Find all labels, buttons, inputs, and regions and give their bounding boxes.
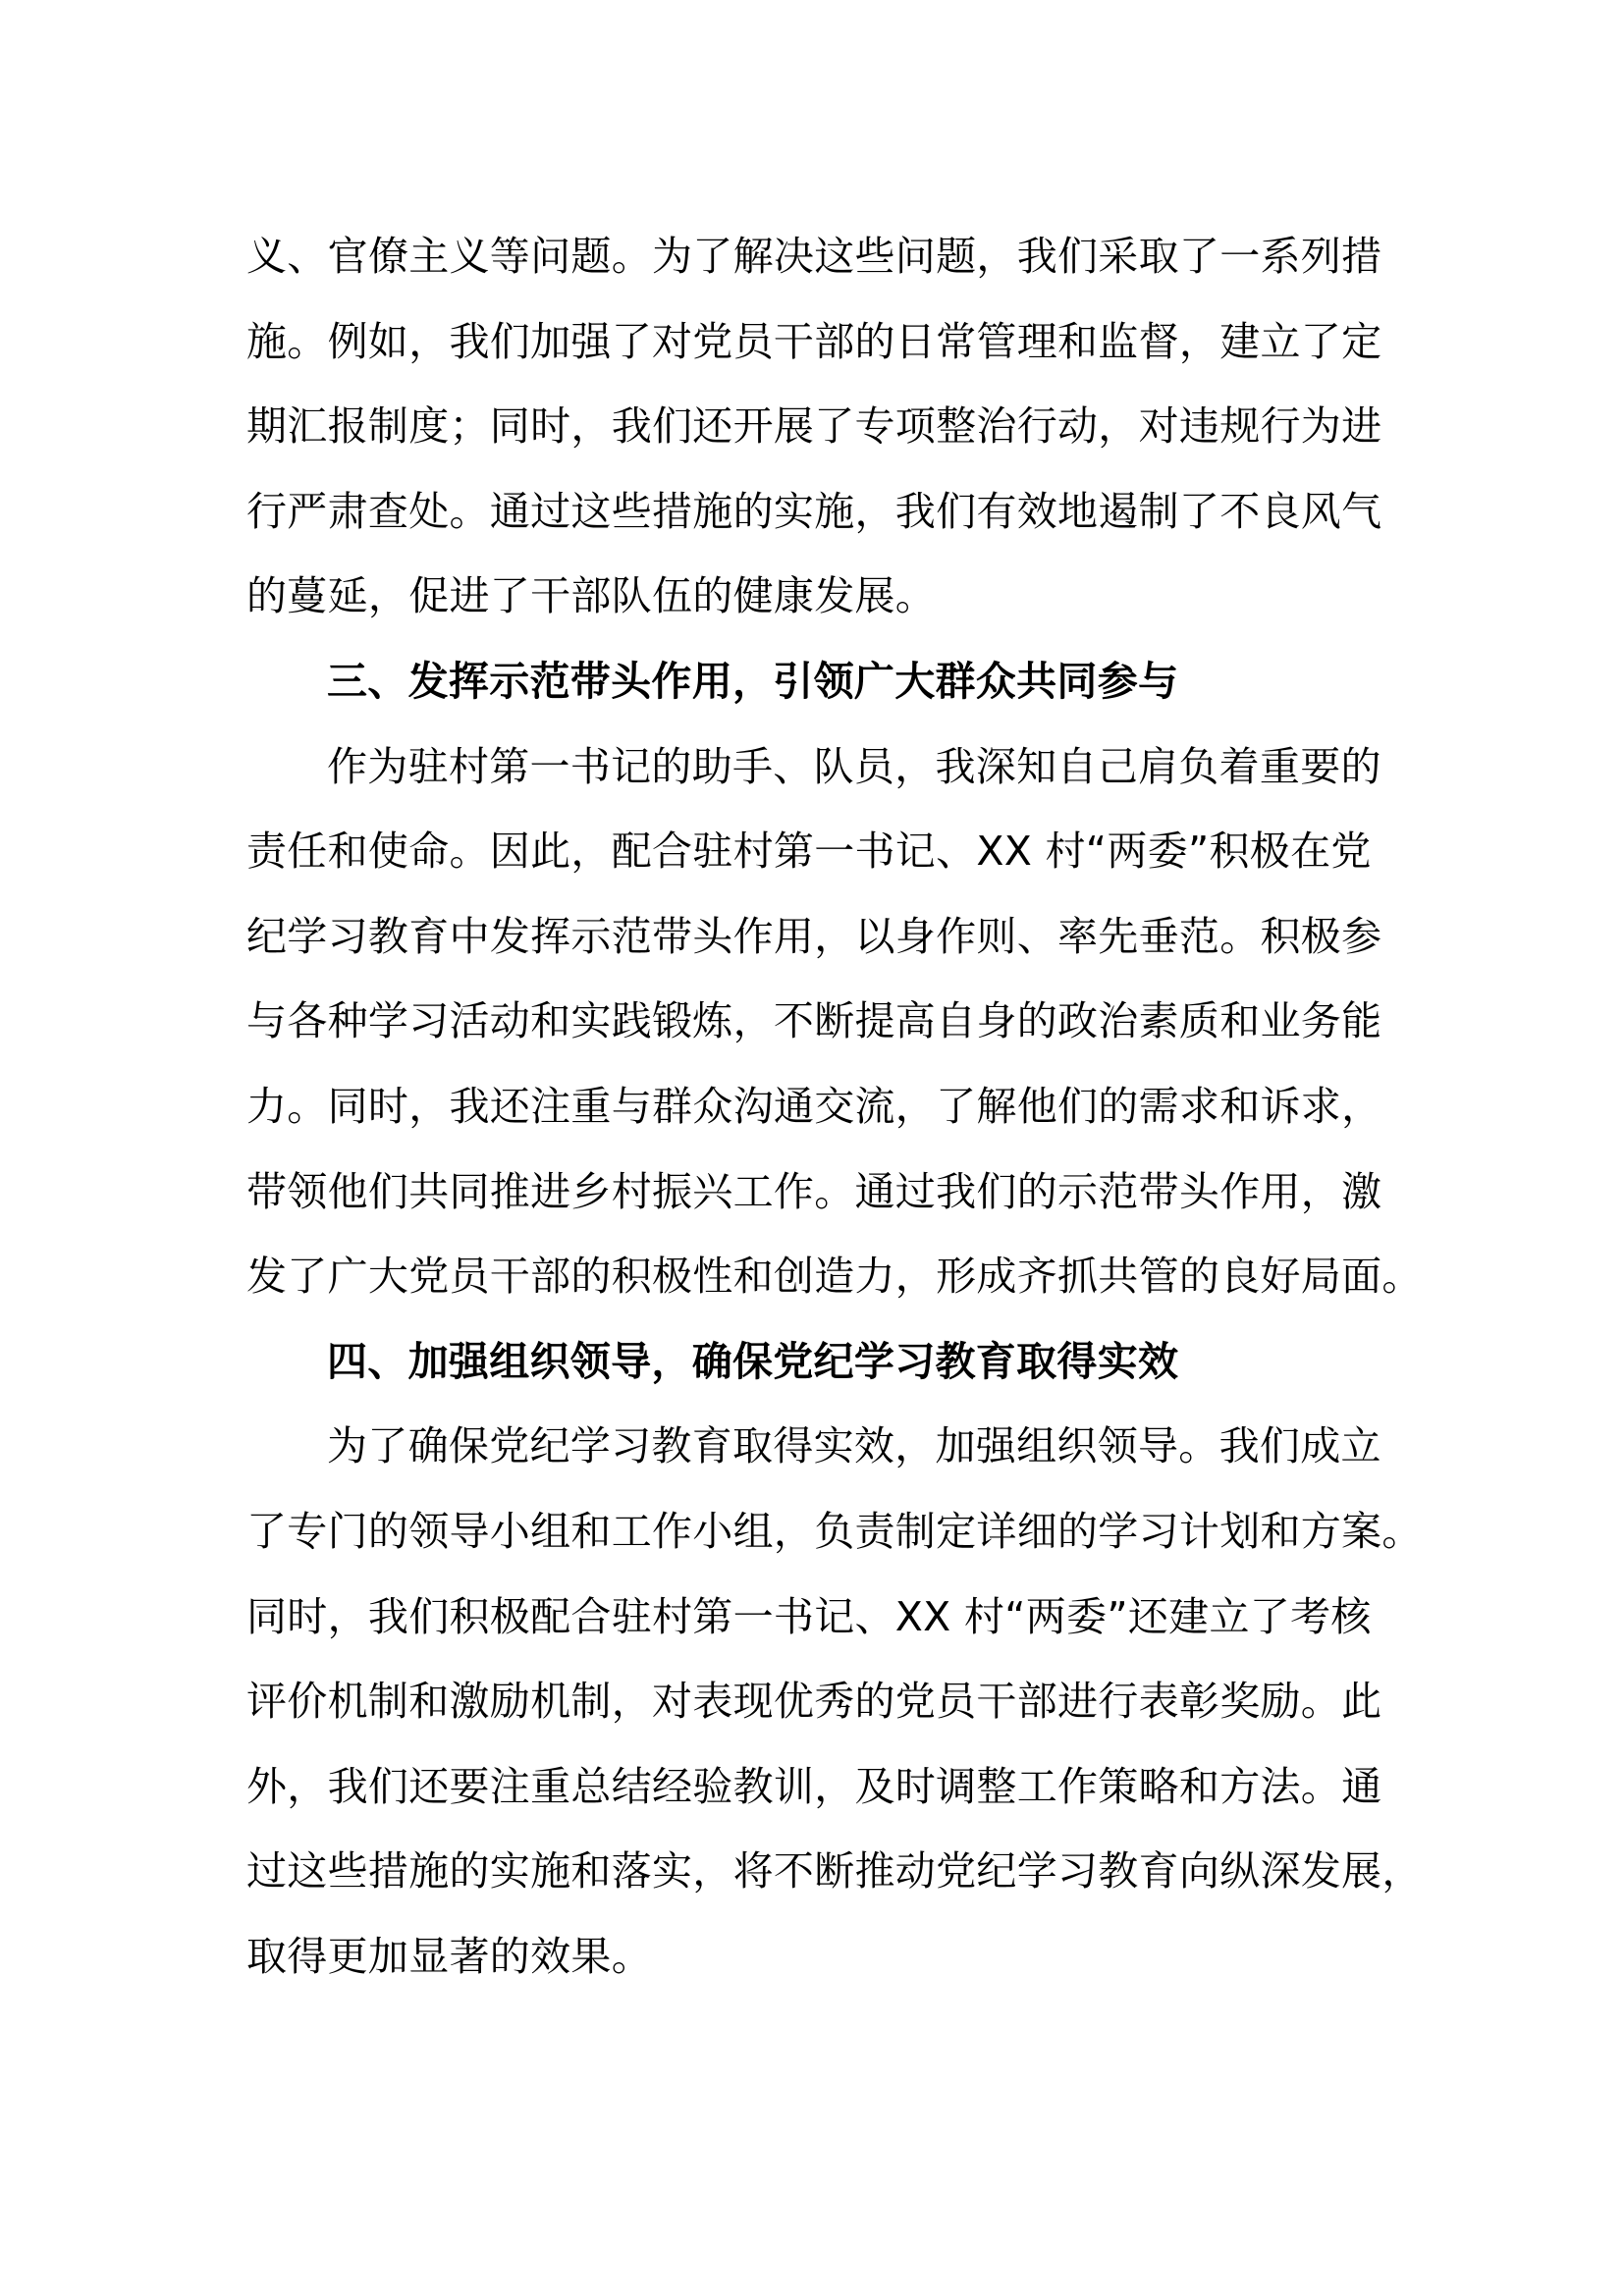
text-line: 的蔓延，促进了干部队伍的健康发展。 (246, 572, 937, 620)
paragraph-continued (246, 214, 1385, 639)
text-line: 与各种学习活动和实践锻炼，不断提高自身的政治素质和业务能 (246, 997, 1382, 1045)
section-heading-3: 三、发挥示范带头作用，引领广大群众共同参与 (327, 657, 1179, 705)
text-line: 同时，我们积极配合驻村第一书记、XX 村“两委”还建立了考核 (246, 1592, 1372, 1640)
paragraph-section-3 (246, 724, 1423, 1319)
text-line: 行严肃查处。通过这些措施的实施，我们有效地遏制了不良风气 (246, 487, 1382, 535)
text-line: 期汇报制度；同时，我们还开展了专项整治行动，对违规行为进 (246, 402, 1382, 451)
document-page (246, 214, 1423, 1999)
text-line: 作为驻村第一书记的助手、队员，我深知自己肩负着重要的 (327, 742, 1381, 790)
text-line: 施。例如，我们加强了对党员干部的日常管理和监督，建立了定 (246, 317, 1382, 365)
text-line: 发了广大党员干部的积极性和创造力，形成齐抓共管的良好局面。 (246, 1253, 1423, 1301)
text-line: 义、官僚主义等问题。为了解决这些问题，我们采取了一系列措 (246, 233, 1382, 280)
text-line: 为了确保党纪学习教育取得实效，加强组织领导。我们成立 (327, 1422, 1381, 1470)
text-line: 了专门的领导小组和工作小组，负责制定详细的学习计划和方案。 (246, 1507, 1423, 1555)
text-line: 过这些措施的实施和落实，将不断推动党纪学习教育向纵深发展， (246, 1847, 1423, 1896)
text-line: 评价机制和激励机制，对表现优秀的党员干部进行表彰奖励。此 (246, 1678, 1382, 1726)
text-line: 带领他们共同推进乡村振兴工作。通过我们的示范带头作用，激 (246, 1167, 1382, 1215)
text-line: 力。同时，我还注重与群众沟通交流，了解他们的需求和诉求， (246, 1082, 1382, 1130)
text-line: 纪学习教育中发挥示范带头作用，以身作则、率先垂范。积极参 (246, 912, 1382, 960)
section-heading-4: 四、加强组织领导，确保党纪学习教育取得实效 (327, 1337, 1179, 1385)
paragraph-section-4 (246, 1404, 1423, 1999)
text-line: 外，我们还要注重总结经验教训，及时调整工作策略和方法。通 (246, 1762, 1382, 1810)
text-line: 责任和使命。因此，配合驻村第一书记、XX 村“两委”积极在党 (246, 828, 1372, 876)
text-line: 取得更加显著的效果。 (246, 1932, 652, 1980)
